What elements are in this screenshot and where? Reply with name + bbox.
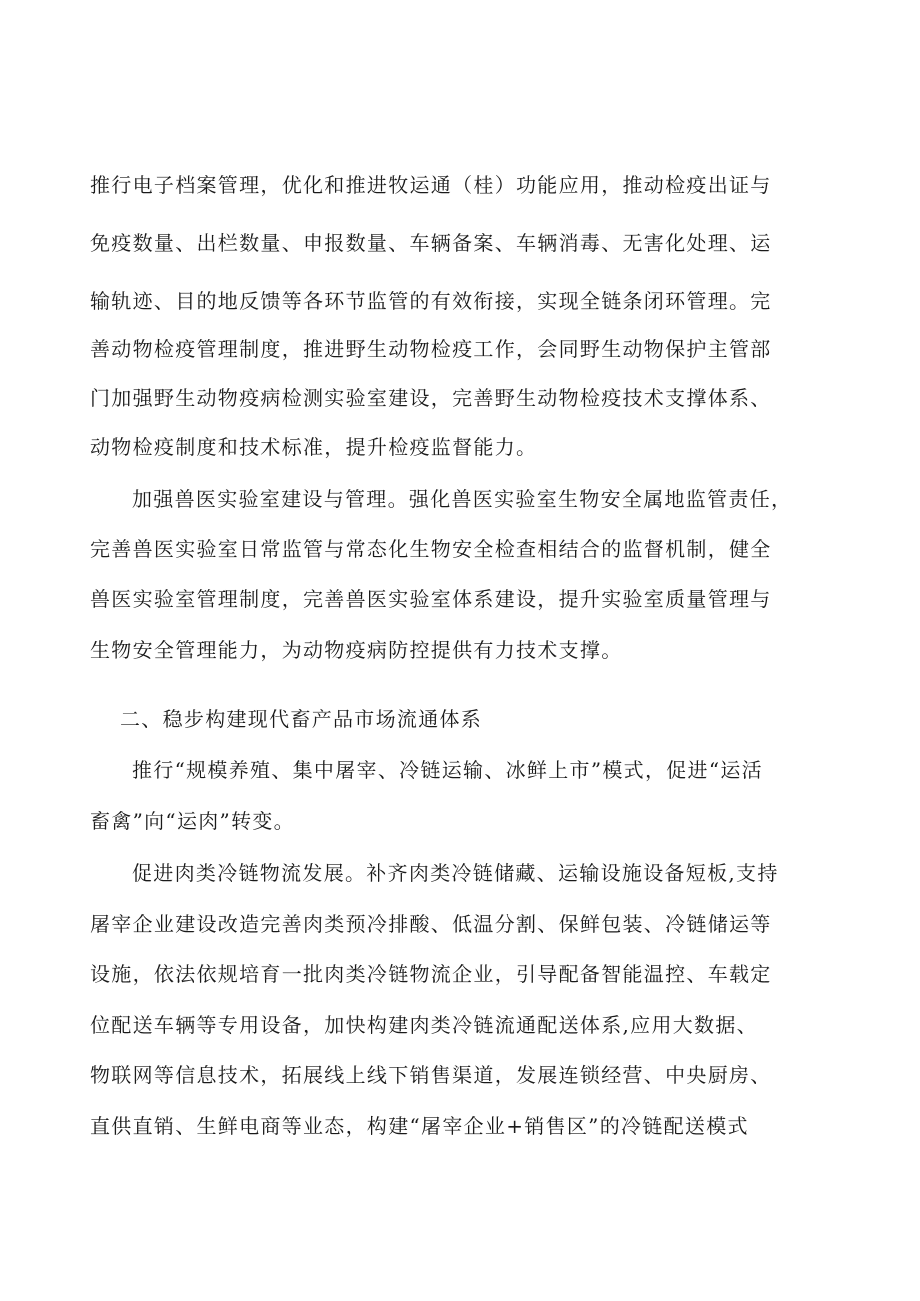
paragraph-4-line-4: 位配送车辆等专用设备，加快构建肉类冷链流通配送体系,应用大数据、 bbox=[90, 1013, 758, 1037]
paragraph-1-line-5: 门加强野生动物疫病检测实验室建设，完善野生动物检疫技术支撑体系、 bbox=[90, 386, 772, 410]
paragraph-4-line-1: 促进肉类冷链物流发展。补齐肉类冷链储藏、运输设施设备短板,支持 bbox=[132, 861, 779, 885]
paragraph-4-line-3: 设施，依法依规培育一批肉类冷链物流企业，引导配备智能温控、车载定 bbox=[90, 962, 772, 986]
paragraph-3-line-2: 畜禽”向“运肉”转变。 bbox=[90, 809, 295, 833]
paragraph-4-line-2: 屠宰企业建设改造完善肉类预冷排酸、低温分割、保鲜包装、冷链储运等 bbox=[90, 912, 772, 936]
paragraph-2-line-4: 生物安全管理能力，为动物疫病防控提供有力技术支撑。 bbox=[90, 638, 623, 662]
paragraph-4-line-6: 直供直销、生鲜电商等业态，构建“屠宰企业+销售区”的冷链配送模式 bbox=[90, 1114, 749, 1138]
paragraph-2-line-2: 完善兽医实验室日常监管与常态化生物安全检查相结合的监督机制，健全 bbox=[90, 537, 772, 561]
paragraph-1-line-1: 推行电子档案管理，优化和推进牧运通（桂）功能应用，推动检疫出证与 bbox=[90, 173, 772, 197]
paragraph-2-line-1: 加强兽医实验室建设与管理。强化兽医实验室生物安全属地监管责任， bbox=[132, 487, 793, 511]
paragraph-1-line-2: 免疫数量、出栏数量、申报数量、车辆备案、车辆消毒、无害化处理、运 bbox=[90, 231, 772, 255]
paragraph-4-line-5: 物联网等信息技术，拓展线上线下销售渠道，发展连锁经营、中央厨房、 bbox=[90, 1063, 772, 1087]
paragraph-3-line-1: 推行“规模养殖、集中屠宰、冷链运输、冰鲜上市”模式，促进“运活 bbox=[132, 758, 763, 782]
section-heading: 二、稳步构建现代畜产品市场流通体系 bbox=[120, 707, 483, 731]
paragraph-1-line-3: 输轨迹、目的地反馈等各环节监管的有效衔接，实现全链条闭环管理。完 bbox=[90, 289, 772, 313]
paragraph-2-line-3: 兽医实验室管理制度，完善兽医实验室体系建设，提升实验室质量管理与 bbox=[90, 587, 772, 611]
paragraph-1-line-4: 善动物检疫管理制度，推进野生动物检疫工作，会同野生动物保护主管部 bbox=[90, 337, 772, 361]
paragraph-1-line-6: 动物检疫制度和技术标准，提升检疫监督能力。 bbox=[90, 435, 538, 459]
